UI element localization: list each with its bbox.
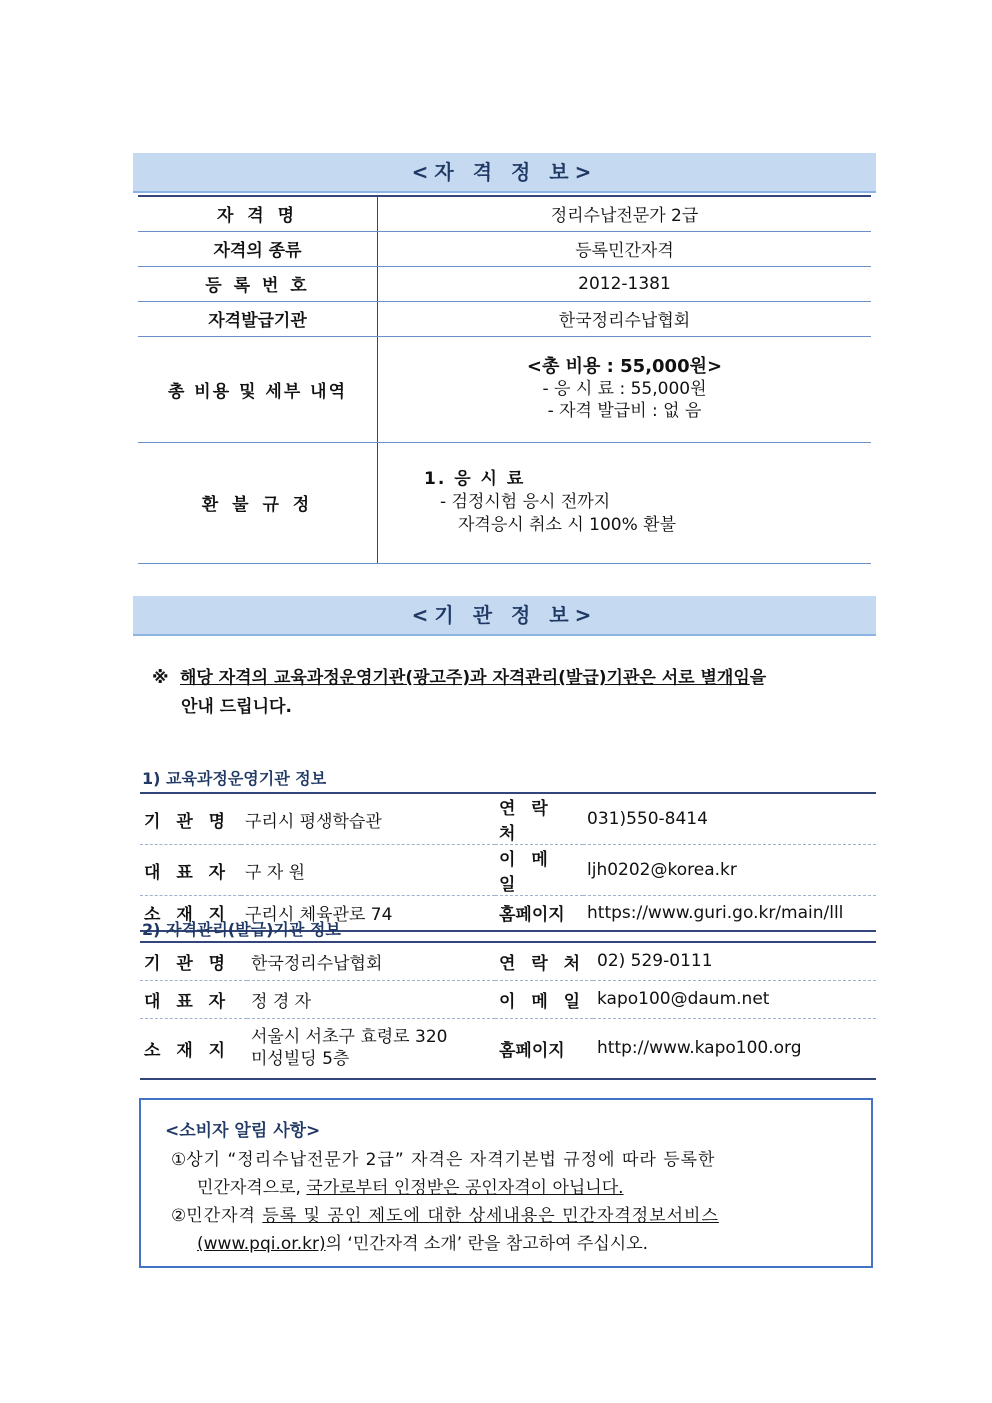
homepage-link[interactable]: https://www.guri.go.kr/main/lll (583, 896, 876, 931)
field-label: 홈페이지 (495, 1018, 593, 1079)
refund-row (138, 442, 871, 563)
refund-line: - 검정시험 응시 전까지 (440, 492, 611, 512)
field-value: 한국정리수납협회 (247, 942, 495, 980)
field-value: 031)550-8414 (583, 793, 876, 845)
notice-text: 민간자격으로, (197, 1178, 307, 1198)
notice-underlined-text: 국가로부터 인정받은 공인자격이 아닙니다. (306, 1178, 624, 1198)
separation-notice (152, 664, 872, 722)
education-org-title: 1) 교육과정운영기관 정보 (142, 769, 327, 788)
reference-mark-icon: ※ (152, 668, 169, 688)
notice-item-1-cont (197, 1173, 624, 1198)
email-link[interactable]: kapo100@daum.net (593, 980, 876, 1018)
table-row (138, 266, 871, 301)
issue-fee: - 자격 발급비 : 없 음 (547, 401, 702, 421)
circled-one-icon: ① (171, 1150, 187, 1170)
notice-text: 안내 드립니다. (181, 697, 292, 717)
notice-text: 상기 “정리수납전문가 2급” 자격은 자격기본법 규정에 따라 등록한 (186, 1150, 716, 1170)
notice-text: 민간자격 (186, 1206, 263, 1226)
education-org-table (140, 792, 876, 932)
field-label: 기 관 명 (140, 942, 247, 980)
circled-two-icon: ② (171, 1206, 187, 1226)
field-value: 02) 529-0111 (593, 942, 876, 980)
exam-fee: - 응 시 료 : 55,000원 (542, 379, 707, 399)
field-label: 대 표 자 (140, 845, 241, 896)
notice-underlined-text: 등록 및 공인 제도에 대한 상세내용은 민간자격정보서비스 (262, 1206, 719, 1226)
qualification-info-header: <자 격 정 보> (133, 153, 876, 193)
table-row (140, 942, 876, 980)
field-label: 이 메 일 (495, 980, 593, 1018)
field-label: 홈페이지 (495, 896, 583, 931)
field-label: 소 재 지 (140, 896, 241, 931)
issuing-org-title: 2) 자격관리(발급)기관 정보 (142, 920, 341, 939)
table-row (140, 1018, 876, 1079)
consumer-notice-box (139, 1098, 873, 1268)
table-row (138, 196, 871, 231)
cost-label: 총 비용 및 세부 내역 (138, 336, 378, 442)
row-label: 자격발급기관 (138, 301, 378, 336)
notice-text: 을 (749, 668, 767, 688)
table-row (140, 793, 876, 845)
institution-info-header: <기 관 정 보> (133, 596, 876, 636)
field-label: 기 관 명 (140, 793, 241, 845)
notice-text: 의 ‘민간자격 소개’ 란을 참고하여 주십시오. (325, 1234, 649, 1254)
refund-detail (378, 442, 872, 563)
row-value: 등록민간자격 (378, 231, 872, 266)
homepage-link[interactable]: http://www.kapo100.org (593, 1018, 876, 1079)
row-value: 2012-1381 (378, 266, 872, 301)
field-label: 연 락 처 (495, 942, 593, 980)
table-row (140, 980, 876, 1018)
row-label: 등 록 번 호 (138, 266, 378, 301)
field-value: 구리시 평생학습관 (241, 793, 495, 845)
row-label: 자 격 명 (138, 196, 378, 231)
table-row (138, 231, 871, 266)
notice-item-1 (171, 1145, 715, 1170)
qualification-table (138, 195, 871, 564)
refund-line: 자격응시 취소 시 100% 환불 (458, 515, 677, 535)
issuing-org-table (140, 941, 876, 1080)
field-label: 대 표 자 (140, 980, 247, 1018)
table-row (140, 845, 876, 896)
total-cost: <총 비용 : 55,000원> (526, 356, 723, 377)
notice-item-2-cont (197, 1229, 648, 1254)
notice-underlined-text: 해당 자격의 교육과정운영기관(광고주)과 자격관리(발급)기관은 서로 별개임 (180, 668, 750, 688)
field-value: 구 자 원 (241, 845, 495, 896)
address-line: 서울시 서초구 효령로 320 (251, 1027, 448, 1048)
field-label: 연 락 처 (495, 793, 583, 845)
pqi-link[interactable]: (www.pqi.or.kr) (197, 1234, 326, 1254)
table-row (138, 301, 871, 336)
field-label: 이 메 일 (495, 845, 583, 896)
notice-item-2 (171, 1201, 719, 1226)
cost-detail (378, 336, 872, 442)
consumer-notice-title: <소비자 알림 사항> (165, 1121, 321, 1141)
field-label: 소 재 지 (140, 1018, 247, 1079)
row-value: 한국정리수납협회 (378, 301, 872, 336)
row-value: 정리수납전문가 2급 (378, 196, 872, 231)
field-value: 정 경 자 (247, 980, 495, 1018)
email-link[interactable]: ljh0202@korea.kr (583, 845, 876, 896)
cost-row (138, 336, 871, 442)
address-line: 미성빌딩 5층 (251, 1049, 350, 1070)
field-value: 구리시 체육관로 74 (241, 896, 495, 931)
address-value (247, 1018, 495, 1079)
row-label: 자격의 종류 (138, 231, 378, 266)
refund-label: 환 불 규 정 (138, 442, 378, 563)
refund-heading: 1. 응 시 료 (424, 469, 526, 489)
